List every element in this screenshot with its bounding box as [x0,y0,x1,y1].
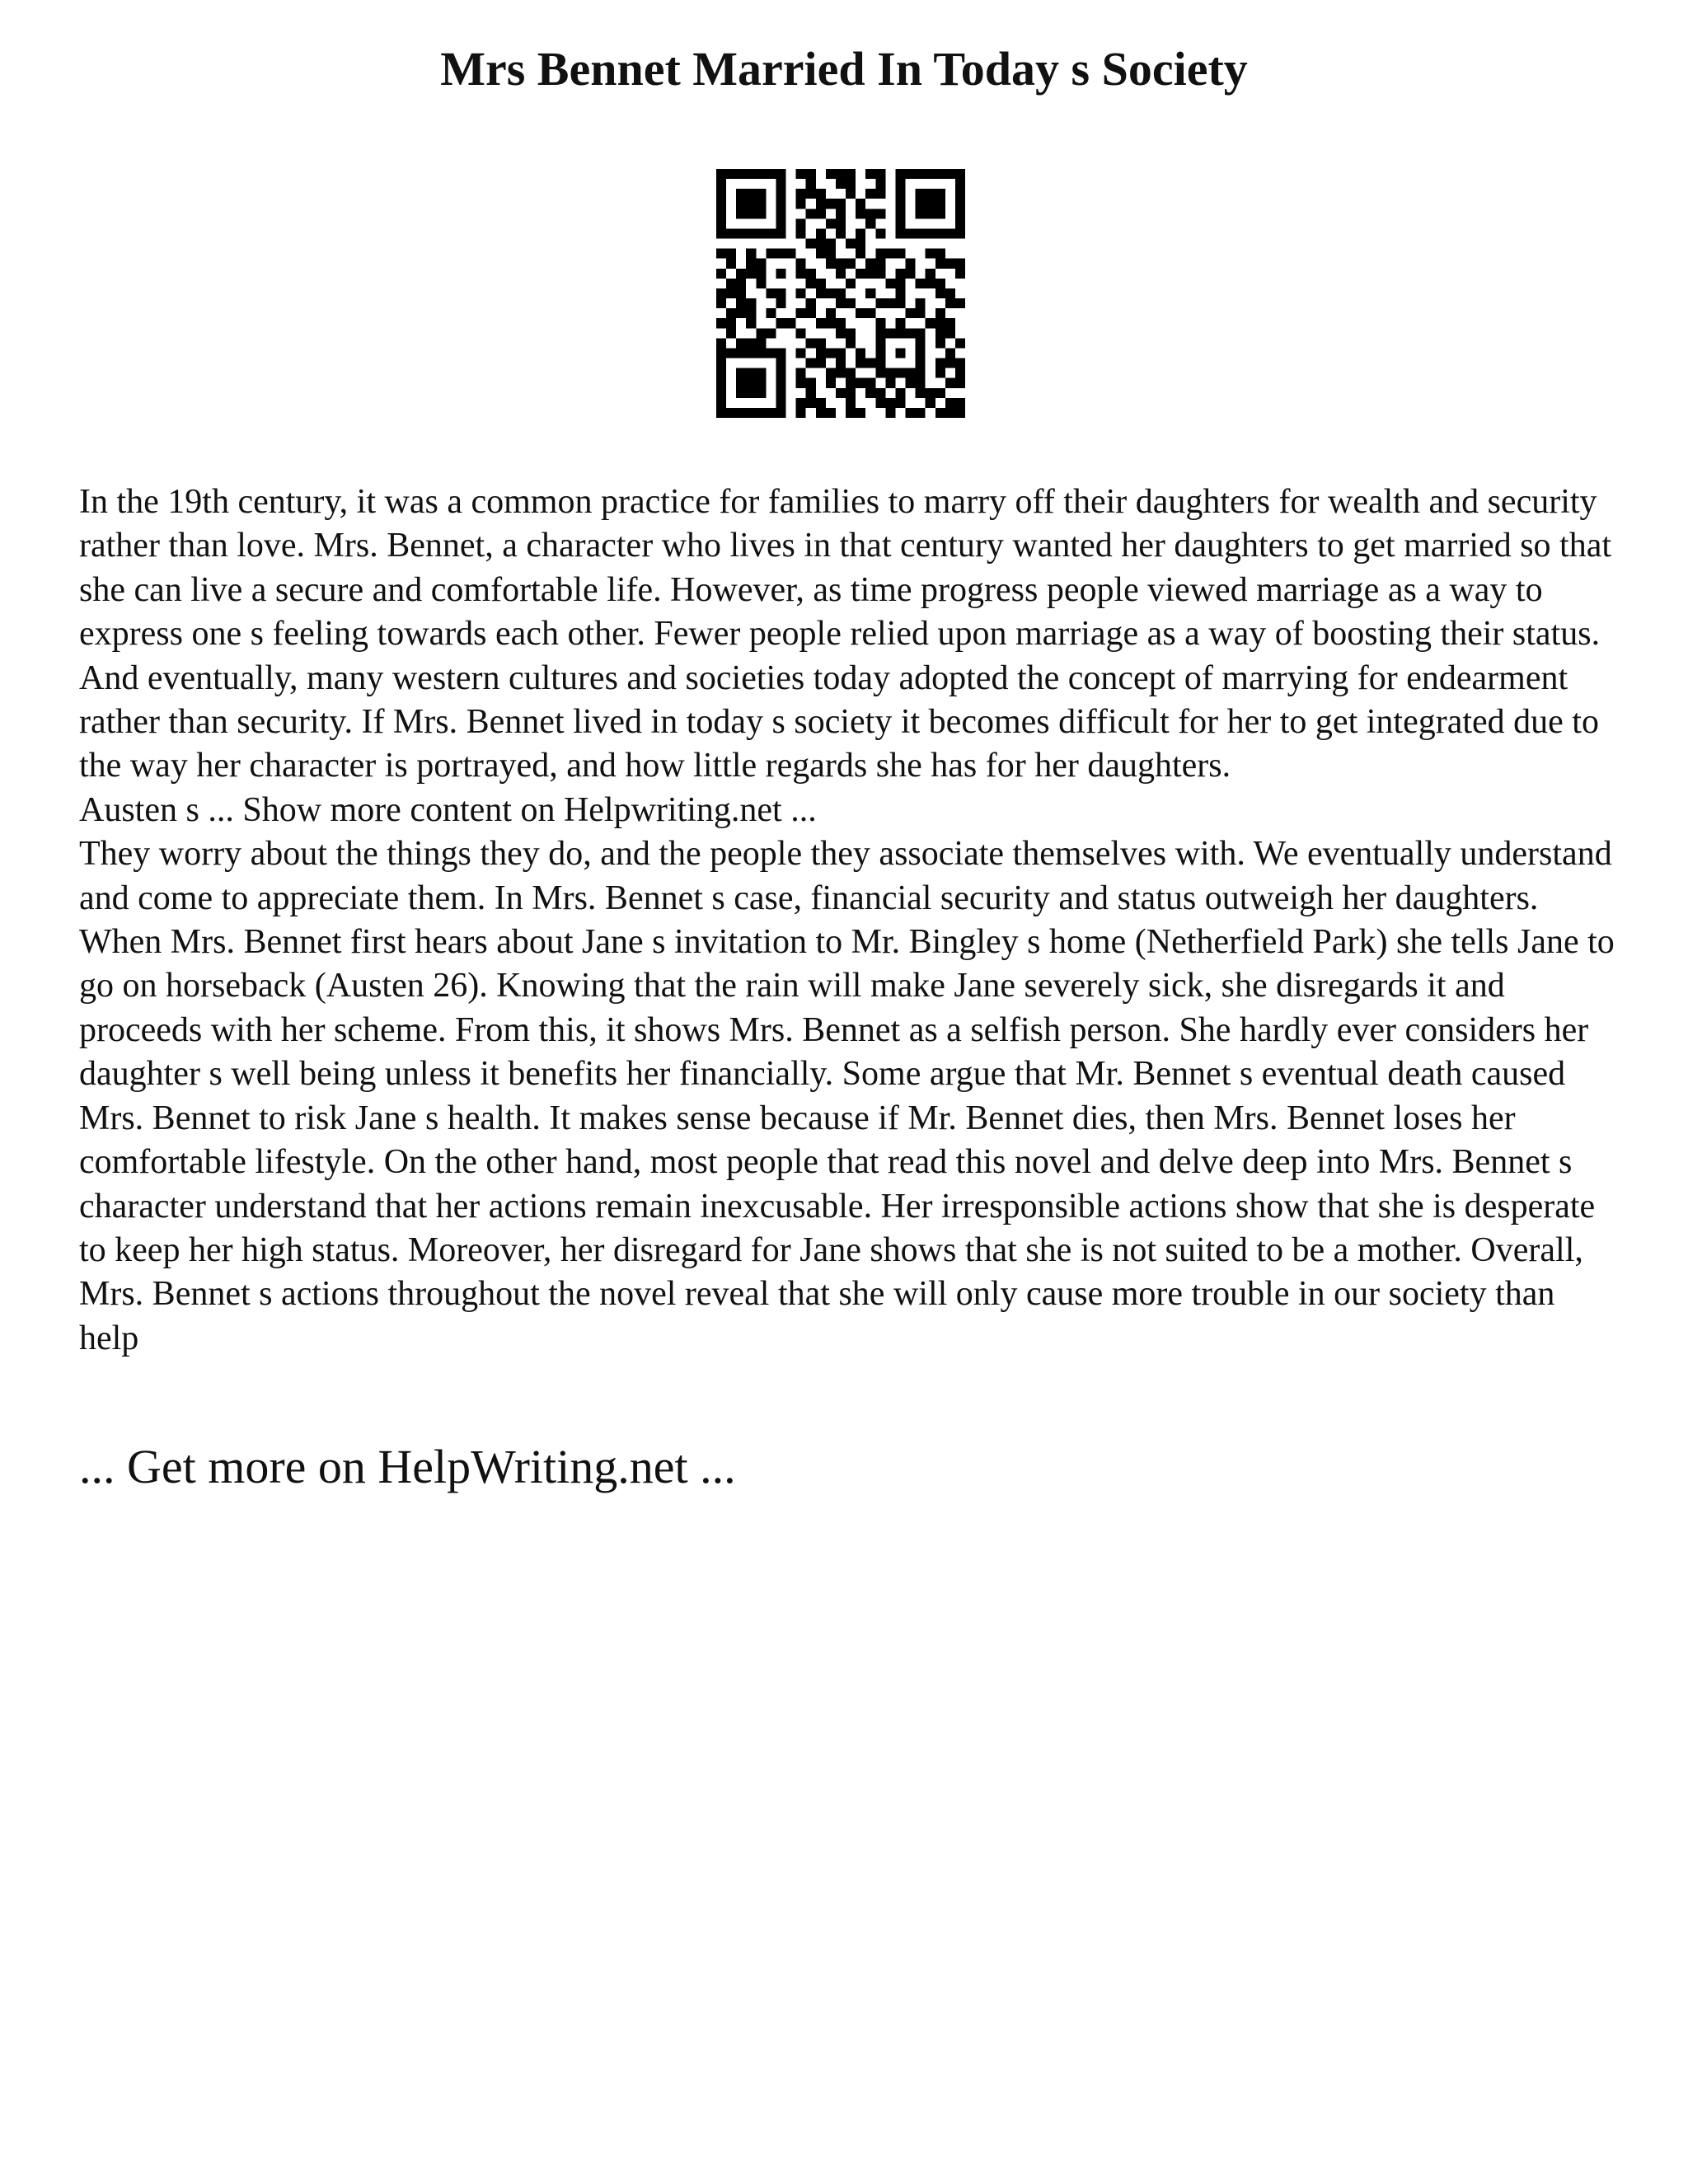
main-paragraph: They worry about the things they do, and the people they associate themselves with. We eventually understand and come to appreciate them. In Mrs. Bennet s case, financial security and status outweigh her daughters. When Mrs. Bennet first hears about Jane s invitation to Mr. Bingley s home (Netherfield Park) she tells Jane to go on horseback (Austen 26). Knowing that the rain will make Jane severely sick, she disregards it and proceeds with her scheme. From this, it shows Mrs. Bennet as a selfish person. She hardly ever considers her daughter s well being unless it benefits her financially. Some argue that Mr. Bennet s eventual death caused Mrs. Bennet to risk Jane s health. It makes sense because if Mr. Bennet dies, then Mrs. Bennet loses her comfortable lifestyle. On the other hand, most people that read this novel and delve deep into Mrs. Bennet s character understand that her actions remain inexcusable. Her irresponsible actions show that she is desperate to keep her high status. Moreover, her disregard for Jane shows that she is not suited to be a mother. Overall, Mrs. Bennet s actions throughout the novel reveal that she will only cause more trouble in our society than help [79,835,1615,1357]
article-body [79,480,1620,1361]
qr-code-icon[interactable] [716,169,965,418]
qr-code-graphic [716,169,965,418]
show-more-line[interactable]: Austen s ... Show more content on Helpwriting.net ... [79,790,817,829]
intro-paragraph: In the 19th century, it was a common practice for families to marry off their daughters for wealth and security rather than love. Mrs. Bennet, a character who lives in that century wanted her daughters to get married so that she can live a secure and comfortable life. However, as time progress people viewed marriage as a way to express one s feeling towards each other. Fewer people relied upon marriage as a way of boosting their status. And eventually, many western cultures and societies today adopted the concept of marrying for endearment rather than security. If Mrs. Bennet lived in today s society it becomes difficult for her to get integrated due to the way her character is portrayed, and how little regards she has for her daughters. [79,483,1612,785]
page-title: Mrs Bennet Married In Today s Society [440,42,1248,96]
get-more-link[interactable]: ... Get more on HelpWriting.net ... [79,1440,736,1493]
